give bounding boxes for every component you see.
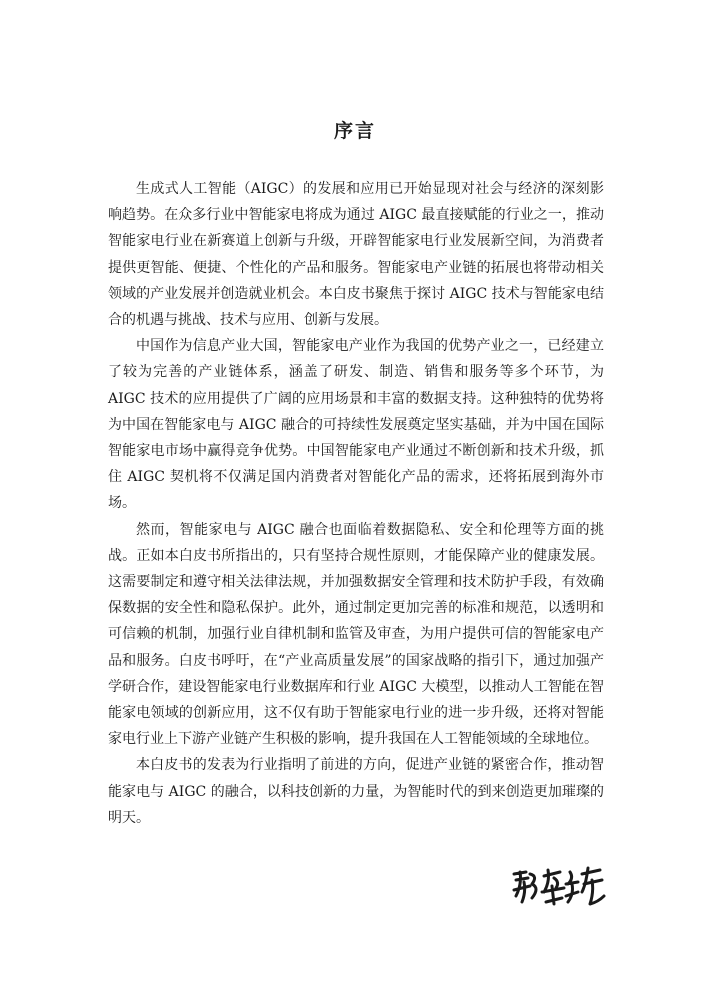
handwritten-signature <box>508 862 608 912</box>
paragraph-4: 本白皮书的发表为行业指明了前进的方向，促进产业链的紧密合作，推动智能家电与 AIGC 的融合，以科技创新的力量，为智能时代的到来创造更加璀璨的明天。 <box>108 757 604 826</box>
paragraph-3: 然而，智能家电与 AIGC 融合也面临着数据隐私、安全和伦理等方面的挑战。正如本白皮书所指出的，只有坚持合规性原则，才能保障产业的健康发展。这需要制定和遵守相关法律法规，并加强数据安全管理和技术防护手段，有效确保数据的安全性和隐私保护。此外，通过制定更加完善的标准和规范，以透明和可信赖的机制，加强行业自律机制和监管及审查，为用户提供可信的智能家电产品和服务。白皮书呼吁，在“产业高质量发展”的国家战略的指引下，通过加强产学研合作，建设智能家电行业数据库和行业 AIGC 大模型，以推动人工智能在智能家电领域的创新应用，这不仅有助于智能家电行业的进一步升级，还将对智能家电行业上下游产业链产生积极的影响，提升我国在人工智能领域的全球地位。 <box>108 521 604 748</box>
paragraph-1: 生成式人工智能（AIGC）的发展和应用已开始显现对社会与经济的深刻影响趋势。在众多行业中智能家电将成为通过 AIGC 最直接赋能的行业之一，推动智能家电行业在新赛道上创新与升级，开辟智能家电行业发展新空间，为消费者提供更智能、便捷、个性化的产品和服务。智能家电产业链的拓展也将带动相关领域的产业发展并创造就业机会。本白皮书聚焦于探讨 AIGC 技术与智能家电结合的机遇与挑战、技术与应用、创新与发展。 <box>108 181 604 329</box>
paragraph-2: 中国作为信息产业大国，智能家电产业作为我国的优势产业之一，已经建立了较为完善的产业链体系，涵盖了研发、制造、销售和服务等多个环节，为 AIGC 技术的应用提供了广阔的应用场景和丰富的数据支持。这种独特的优势将为中国在智能家电与 AIGC 融合的可持续性发展奠定坚实基础，并为中国在国际智能家电市场中赢得竞争优势。中国智能家电产业通过不断创新和技术升级，抓住 AIGC 契机将不仅满足国内消费者对智能化产品的需求，还将拓展到海外市场。 <box>108 338 604 512</box>
preface-body <box>108 176 604 831</box>
page-title: 序言 <box>333 120 376 142</box>
